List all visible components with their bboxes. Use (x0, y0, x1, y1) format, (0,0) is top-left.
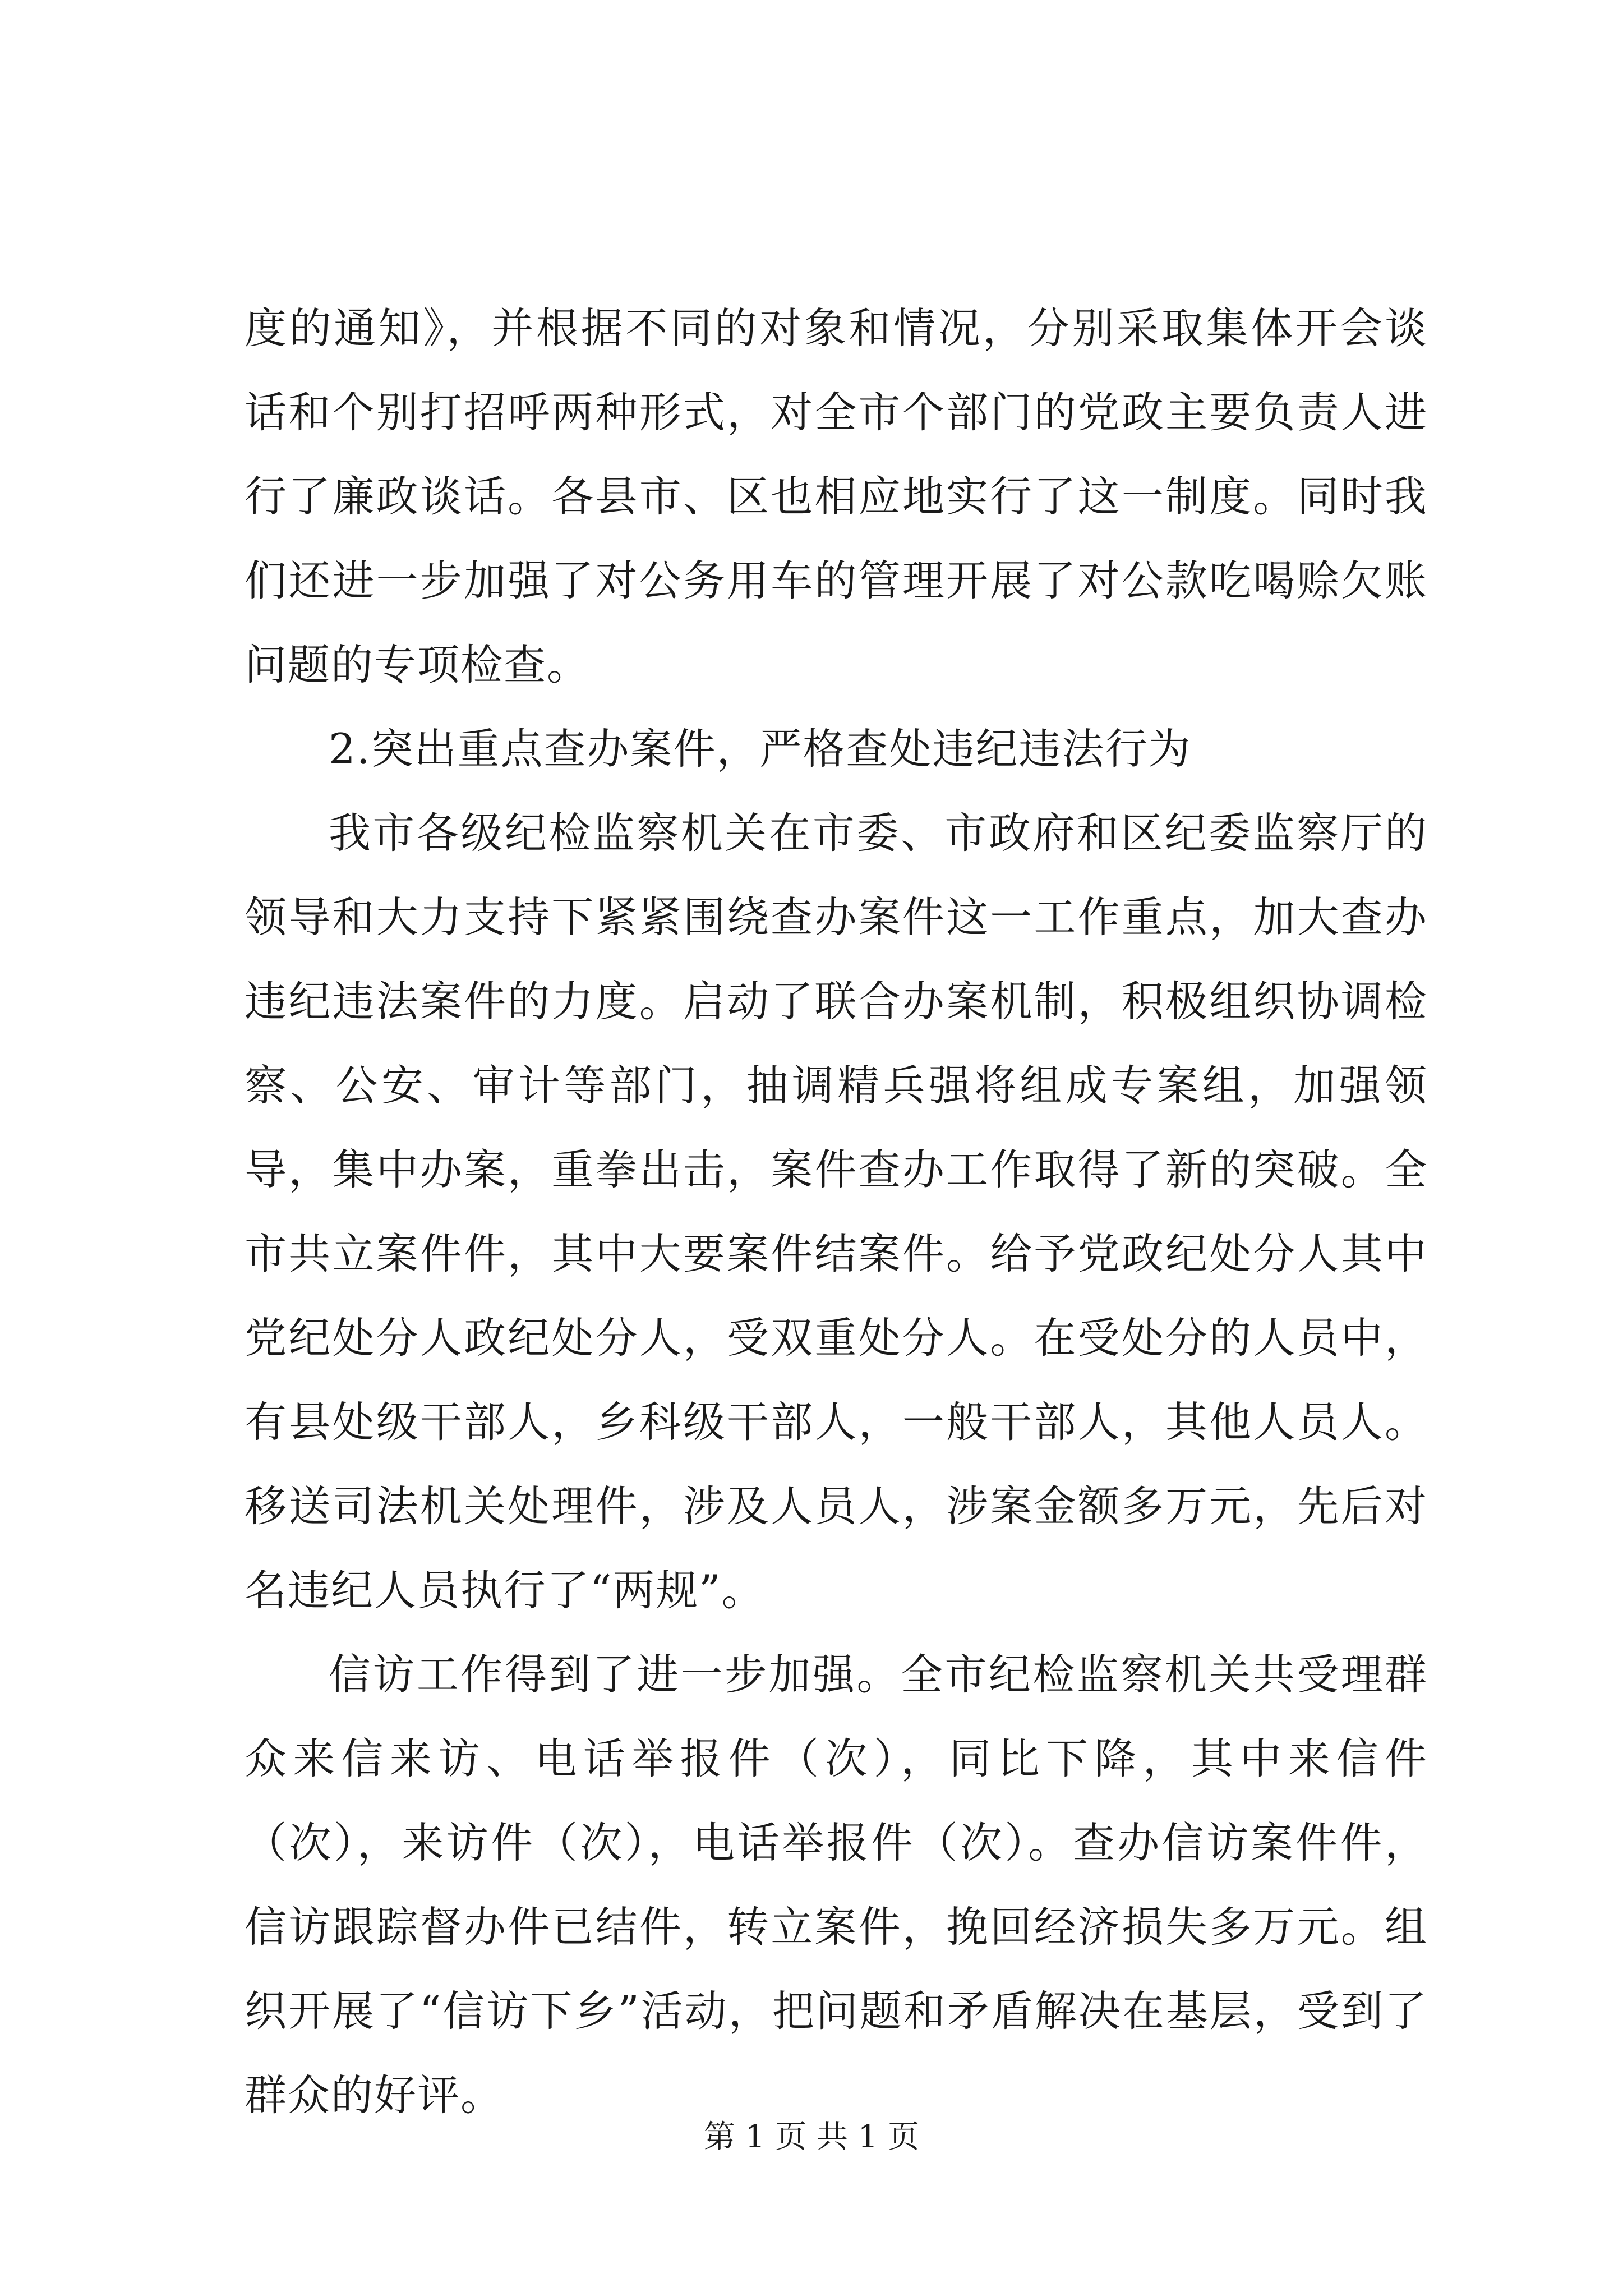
document-body (245, 286, 1428, 2137)
paragraph-petition-work: 信访工作得到了进一步加强。全市纪检监察机关共受理群众来信来访、电话举报件（次），同比下降，其中来信件（次），来访件（次），电话举报件（次）。查办信访案件件，信访跟踪督办件已结件，转立案件，挽回经济损失多万元。组织开展了“信访下乡”活动，把问题和矛盾解决在基层，受到了群众的好评。 (245, 1650, 1428, 2120)
paragraph-case-handling: 我市各级纪检监察机关在市委、市政府和区纪委监察厅的领导和大力支持下紧紧围绕查办案件这一工作重点，加大查办违纪违法案件的力度。启动了联合办案机制，积极组织协调检察、公安、审计等部门，抽调精兵强将组成专案组，加强领导，集中办案，重拳出击，案件查办工作取得了新的突破。全市共立案件件，其中大要案件结案件。给予党政纪处分人其中党纪处分人政纪处分人，受双重处分人。在受处分的人员中，有县处级干部人，乡科级干部人，一般干部人，其他人员人。移送司法机关处理件，涉及人员人，涉案金额多万元，先后对名违纪人员执行了“两规”。 (245, 808, 1428, 1615)
paragraph-notice-continuation: 度的通知》，并根据不同的对象和情况，分别采取集体开会谈话和个别打招呼两种形式，对全市个部门的党政主要负责人进行了廉政谈话。各县市、区也相应地实行了这一制度。同时我们还进一步加强了对公务用车的管理开展了对公款吃喝赊欠账问题的专项检查。 (245, 303, 1428, 689)
section-heading-case-handling: 2.突出重点查办案件，严格查处违纪违法行为 (329, 724, 1192, 774)
page-number-footer: 第 1 页 共 1 页 (703, 2119, 920, 2155)
